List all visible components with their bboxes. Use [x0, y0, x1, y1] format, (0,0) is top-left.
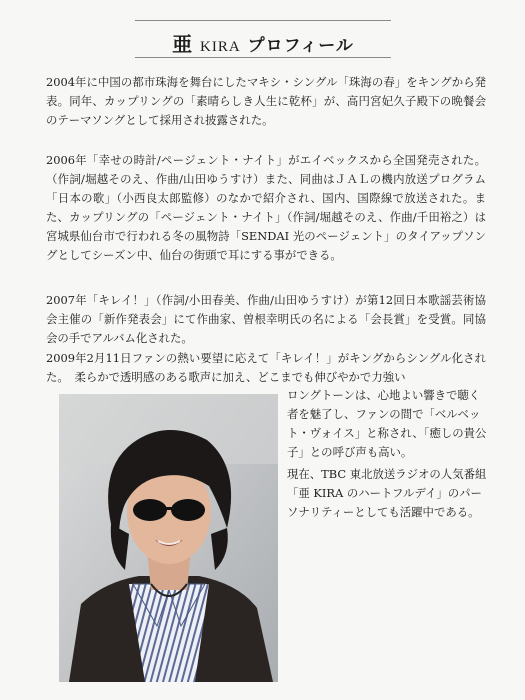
paragraph-2004: 2004年に中国の都市珠海を舞台にしたマキシ・シングル「珠海の春」をキングから発表。同年、カップリングの「素晴らしき人生に乾杯」が、高円宮妃久子殿下の晩餐会のテーマソングとして採用され披露された。	[46, 75, 486, 127]
side-text-radio: 現在、TBC 東北放送ラジオの人気番組「亜 KIRA のハートフルデイ」のパーソナリティーとしても活躍中である。	[287, 467, 487, 519]
title-latin: KIRA	[200, 39, 241, 55]
title-rest: プロフィール	[247, 36, 354, 56]
title-mark: 亜	[172, 32, 194, 56]
paragraph-2009: 2009年2月11日ファンの熱い要望に応えて「キレイ！」がキングからシングル化された。 柔らかで透明感のある歌声に加え、どこまでも伸びやかで力強い	[46, 351, 486, 384]
title-top-rule	[135, 20, 391, 21]
side-text-voice: ロングトーンは、心地よい響きで聴く者を魅了し、ファンの間で「ベルベット・ヴォイス」と称され、「癒しの貴公子」との呼び声も高い。	[287, 388, 487, 459]
title-bottom-rule	[135, 57, 391, 58]
paragraph-2006: 2006年「幸せの時計/ページェント・ナイト」がエイベックスから全国発売された。（作詞/堀越そのえ、作曲/山田ゆうすけ）また、同曲はＪＡＬの機内放送プログラム「日本の歌」（小西良太郎監修）のなかで紹介され、国内、国際線で放送された。また、カップリングの「ページェント・ナイト」（作詞/堀越そのえ、作曲/千田裕之）は宮城県仙台市で行われる冬の風物詩「SENDAI 光のページェント」のタイアップソングとしてシーズン中、仙台の街頭で耳にする事ができる。	[46, 153, 486, 262]
artist-photo	[59, 394, 278, 682]
paragraph-2007: 2007年「キレイ！」（作詞/小田春美、作曲/山田ゆうすけ）が第12回日本歌謡芸術協会主催の「新作発表会」にて作曲家、曽根幸明氏の名による「会長賞」を受賞。同協会の手でアルバム化された。	[46, 293, 486, 345]
page-title	[135, 28, 391, 57]
